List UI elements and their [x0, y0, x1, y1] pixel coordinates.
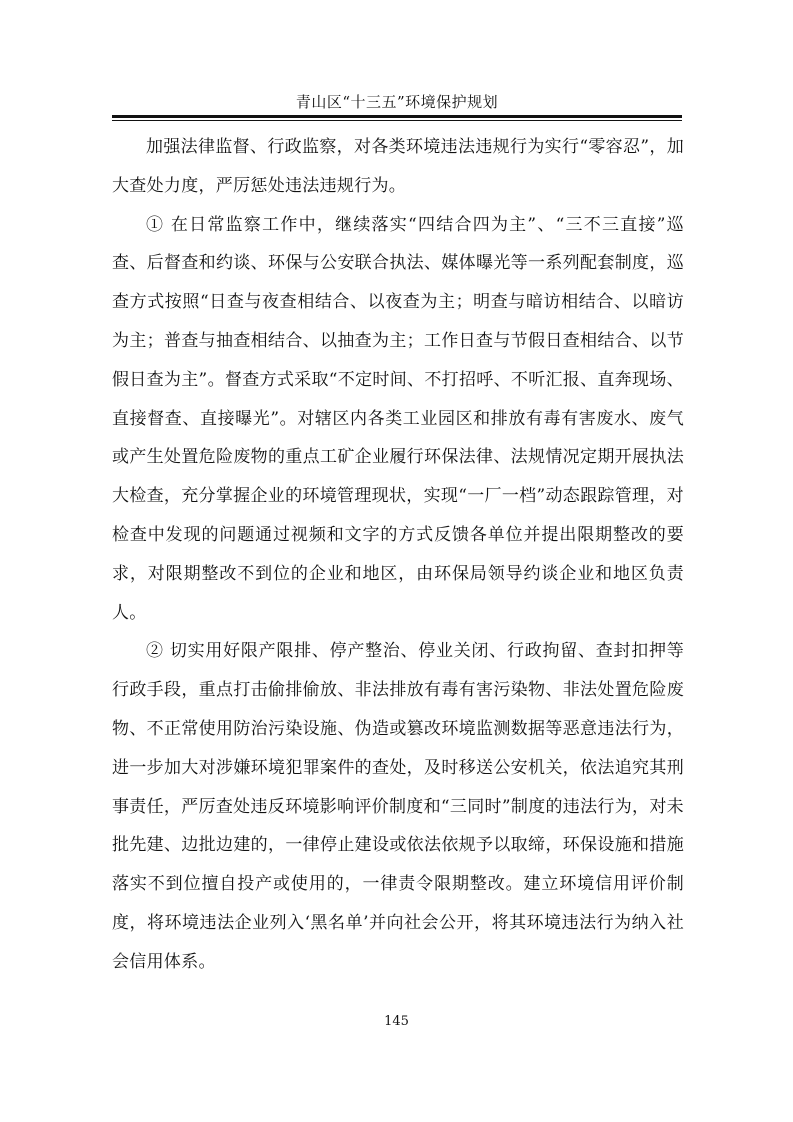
paragraph-intro: 加强法律监督、行政监察，对各类环境违法违规行为实行“零容忍”，加大查处力度，严厉惩处违法违规行为。 — [112, 137, 684, 196]
page-header-title: 青山区“十三五”环境保护规划 — [295, 93, 499, 111]
body-text — [112, 128, 684, 982]
paragraph-item-2: ② 切实用好限产限排、停产整治、停业关闭、行政拘留、查封扣押等行政手段，重点打击偷排偷放、非法排放有毒有害污染物、非法处置危险废物、不正常使用防治污染设施、伪造或篡改环境监测数据等恶意违法行为，进一步加大对涉嫌环境犯罪案件的查处，及时移送公安机关，依法追究其刑事责任，严厉查处违反环境影响评价制度和“三同时”制度的违法行为，对未批先建、边批边建的，一律停止建设或依法依规予以取缔，环保设施和措施落实不到位擅自投产或使用的，一律责令限期整改。建立环境信用评价制度，将环境违法企业列入‘黑名单’并向社会公开，将其环境违法行为纳入社会信用体系。 — [112, 641, 684, 972]
header-rule-thick — [112, 115, 682, 118]
page-number: 145 — [384, 1014, 409, 1029]
paragraph-item-1: ① 在日常监察工作中，继续落实“四结合四为主”、“三不三直接”巡查、后督查和约谈、环保与公安联合执法、媒体曝光等一系列配套制度，巡查方式按照“日查与夜查相结合、以夜查为主；明查与暗访相结合、以暗访为主；普查与抽查相结合、以抽查为主；工作日查与节假日查相结合、以节假日查为主”。督查方式采取“不定时间、不打招呼、不听汇报、直奔现场、直接督查、直接曝光”。对辖区内各类工业园区和排放有毒有害废水、废气或产生处置危险废物的重点工矿企业履行环保法律、法规情况定期开展执法大检查，充分掌握企业的环境管理现状，实现“一厂一档”动态跟踪管理，对检查中发现的问题通过视频和文字的方式反馈各单位并提出限期整改的要求，对限期整改不到位的企业和地区，由环保局领导约谈企业和地区负责人。 — [112, 214, 684, 623]
header-rule-thin — [112, 120, 682, 121]
